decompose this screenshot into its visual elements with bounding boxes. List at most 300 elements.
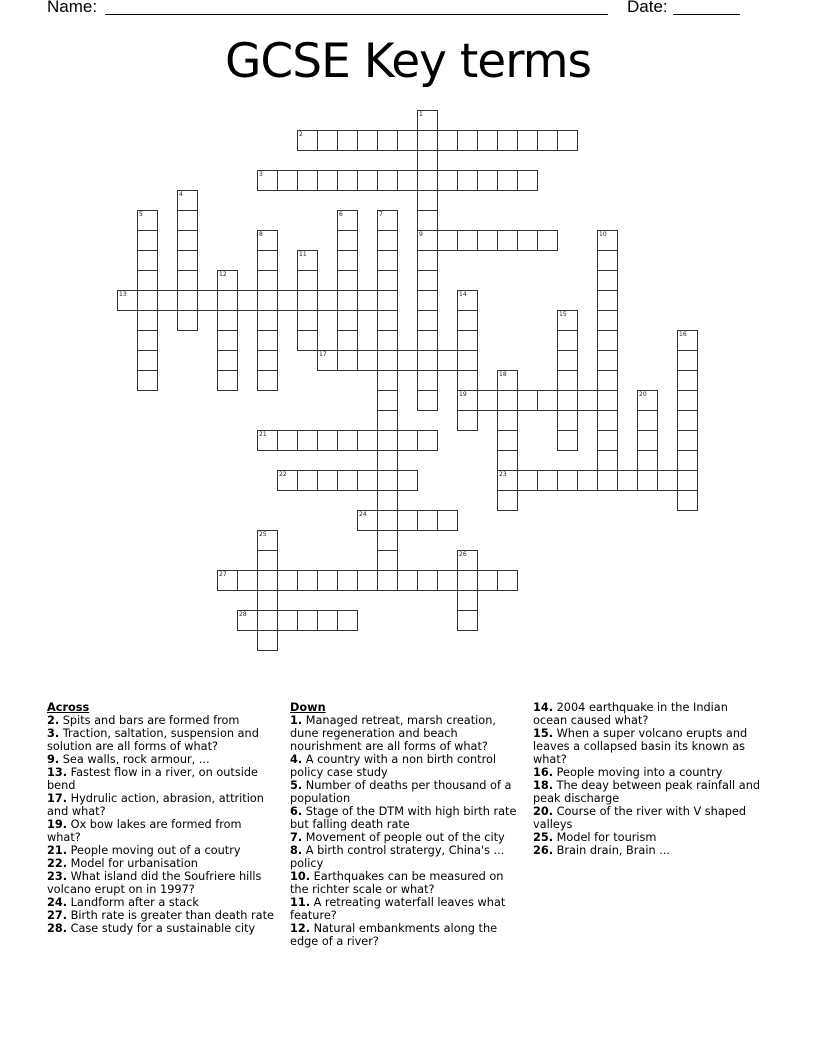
- crossword-cell[interactable]: [357, 510, 378, 531]
- crossword-cell[interactable]: [497, 410, 518, 431]
- crossword-cell[interactable]: [277, 570, 298, 591]
- crossword-cell[interactable]: [417, 130, 438, 151]
- crossword-cell[interactable]: [337, 250, 358, 271]
- clue-number-label: 28: [239, 611, 247, 618]
- crossword-cell[interactable]: [317, 130, 338, 151]
- crossword-cell[interactable]: [477, 390, 498, 411]
- crossword-cell[interactable]: [597, 310, 618, 331]
- crossword-cell[interactable]: [437, 170, 458, 191]
- clue-number-label: 26: [459, 551, 467, 558]
- crossword-cell[interactable]: [637, 430, 658, 451]
- crossword-cell[interactable]: [177, 230, 198, 251]
- clue-number: 11.: [290, 896, 311, 909]
- crossword-cell[interactable]: [597, 330, 618, 351]
- crossword-cell[interactable]: [257, 170, 278, 191]
- clue-text: Number of deaths per thousand of a population: [290, 779, 512, 805]
- clue-number: 8.: [290, 844, 303, 857]
- crossword-cell[interactable]: [317, 430, 338, 451]
- clue-number-label: 25: [259, 531, 267, 538]
- crossword-cell[interactable]: [417, 350, 438, 371]
- crossword-cell[interactable]: [137, 290, 158, 311]
- crossword-cell[interactable]: [457, 230, 478, 251]
- date-field-line[interactable]: [673, 14, 740, 15]
- crossword-cell[interactable]: [377, 450, 398, 471]
- clue-item: [290, 922, 520, 948]
- clue-number-label: 21: [259, 431, 267, 438]
- crossword-cell[interactable]: [257, 590, 278, 611]
- crossword-cell[interactable]: [137, 270, 158, 291]
- crossword-cell[interactable]: [677, 370, 698, 391]
- crossword-cell[interactable]: [257, 350, 278, 371]
- crossword-cell[interactable]: [297, 310, 318, 331]
- clue-number-label: 11: [299, 251, 307, 258]
- crossword-cell[interactable]: [137, 310, 158, 331]
- crossword-cell[interactable]: [397, 570, 418, 591]
- clue-number-label: 9: [419, 231, 423, 238]
- clue-text: People moving out of a coutry: [70, 844, 241, 857]
- clue-text: Brain drain, Brain ...: [556, 844, 671, 857]
- crossword-cell[interactable]: [637, 390, 658, 411]
- crossword-cell[interactable]: [317, 290, 338, 311]
- crossword-cell[interactable]: [117, 290, 138, 311]
- clue-number: 19.: [47, 818, 68, 831]
- crossword-cell[interactable]: [377, 390, 398, 411]
- crossword-cell[interactable]: [277, 290, 298, 311]
- clue-text: Traction, saltation, suspension and solution are all forms of what?: [47, 727, 259, 753]
- clue-number: 10.: [290, 870, 311, 883]
- crossword-cell[interactable]: [677, 470, 698, 491]
- crossword-cell[interactable]: [417, 510, 438, 531]
- crossword-cell[interactable]: [357, 170, 378, 191]
- clue-number-label: 24: [359, 511, 367, 518]
- across-heading: Across: [47, 701, 90, 714]
- crossword-cell[interactable]: [377, 170, 398, 191]
- clue-item: [290, 779, 520, 805]
- crossword-cell[interactable]: [417, 310, 438, 331]
- crossword-cell[interactable]: [557, 370, 578, 391]
- clue-number: 21.: [47, 844, 68, 857]
- crossword-cell[interactable]: [277, 170, 298, 191]
- clue-text: A country with a non birth control policy case study: [290, 753, 497, 779]
- crossword-cell[interactable]: [277, 430, 298, 451]
- crossword-cell[interactable]: [477, 130, 498, 151]
- crossword-cell[interactable]: [597, 370, 618, 391]
- clue-text: Hydrulic action, abrasion, attrition and what?: [47, 792, 264, 818]
- crossword-cell[interactable]: [377, 250, 398, 271]
- crossword-cell[interactable]: [297, 130, 318, 151]
- clue-text: Spits and bars are formed from: [62, 714, 240, 727]
- crossword-cell[interactable]: [257, 430, 278, 451]
- clue-text: Sea walls, rock armour, ...: [62, 753, 210, 766]
- crossword-cell[interactable]: [677, 410, 698, 431]
- crossword-cell[interactable]: [157, 290, 178, 311]
- crossword-cell[interactable]: [337, 170, 358, 191]
- crossword-cell[interactable]: [297, 430, 318, 451]
- crossword-cell[interactable]: [457, 410, 478, 431]
- crossword-cell[interactable]: [497, 130, 518, 151]
- crossword-cell[interactable]: [537, 390, 558, 411]
- crossword-cell[interactable]: [477, 170, 498, 191]
- crossword-cell[interactable]: [377, 510, 398, 531]
- crossword-cell[interactable]: [297, 290, 318, 311]
- crossword-cell[interactable]: [237, 610, 258, 631]
- crossword-cell[interactable]: [517, 230, 538, 251]
- crossword-cell[interactable]: [517, 470, 538, 491]
- crossword-cell[interactable]: [377, 310, 398, 331]
- crossword-cell[interactable]: [497, 470, 518, 491]
- crossword-cell[interactable]: [337, 270, 358, 291]
- crossword-cell[interactable]: [357, 470, 378, 491]
- crossword-cell[interactable]: [217, 370, 238, 391]
- crossword-cell[interactable]: [397, 470, 418, 491]
- crossword-cell[interactable]: [397, 130, 418, 151]
- crossword-cell[interactable]: [297, 470, 318, 491]
- crossword-cell[interactable]: [317, 610, 338, 631]
- crossword-cell[interactable]: [217, 350, 238, 371]
- crossword-cell[interactable]: [457, 610, 478, 631]
- crossword-cell[interactable]: [437, 570, 458, 591]
- crossword-cell[interactable]: [457, 370, 478, 391]
- clue-number: 26.: [533, 844, 554, 857]
- clue-item: [47, 909, 277, 922]
- crossword-cell[interactable]: [417, 210, 438, 231]
- crossword-cell[interactable]: [357, 350, 378, 371]
- clue-number-label: 4: [179, 191, 183, 198]
- crossword-cell[interactable]: [677, 330, 698, 351]
- clue-item: [290, 844, 520, 870]
- crossword-cell[interactable]: [257, 230, 278, 251]
- clue-text: Landform after a stack: [70, 896, 199, 909]
- crossword-cell[interactable]: [297, 610, 318, 631]
- crossword-cell[interactable]: [597, 390, 618, 411]
- crossword-cell[interactable]: [377, 130, 398, 151]
- crossword-cell[interactable]: [537, 470, 558, 491]
- crossword-cell[interactable]: [397, 350, 418, 371]
- clue-number: 6.: [290, 805, 303, 818]
- crossword-cell[interactable]: [257, 310, 278, 331]
- crossword-cell[interactable]: [377, 470, 398, 491]
- clue-item: [47, 844, 277, 857]
- crossword-cell[interactable]: [397, 510, 418, 531]
- crossword-cell[interactable]: [397, 430, 418, 451]
- crossword-cell[interactable]: [177, 250, 198, 271]
- crossword-cell[interactable]: [417, 390, 438, 411]
- crossword-cell[interactable]: [557, 470, 578, 491]
- crossword-cell[interactable]: [337, 430, 358, 451]
- crossword-cell[interactable]: [377, 270, 398, 291]
- crossword-cell[interactable]: [517, 390, 538, 411]
- clue-item: [290, 870, 520, 896]
- crossword-cell[interactable]: [177, 210, 198, 231]
- crossword-cell[interactable]: [457, 350, 478, 371]
- crossword-cell[interactable]: [177, 290, 198, 311]
- crossword-cell[interactable]: [417, 570, 438, 591]
- crossword-cell[interactable]: [377, 330, 398, 351]
- crossword-cell[interactable]: [397, 170, 418, 191]
- crossword-cell[interactable]: [457, 590, 478, 611]
- crossword-cell[interactable]: [377, 290, 398, 311]
- crossword-cell[interactable]: [677, 390, 698, 411]
- crossword-cell[interactable]: [677, 430, 698, 451]
- clue-text: Fastest flow in a river, on outside bend: [47, 766, 258, 792]
- crossword-cell[interactable]: [497, 490, 518, 511]
- crossword-cell[interactable]: [377, 350, 398, 371]
- crossword-cell[interactable]: [557, 410, 578, 431]
- crossword-cell[interactable]: [417, 230, 438, 251]
- crossword-cell[interactable]: [277, 470, 298, 491]
- crossword-cell[interactable]: [597, 410, 618, 431]
- crossword-cell[interactable]: [297, 330, 318, 351]
- crossword-cell[interactable]: [297, 570, 318, 591]
- crossword-cell[interactable]: [197, 290, 218, 311]
- crossword-cell[interactable]: [677, 450, 698, 471]
- crossword-cell[interactable]: [137, 370, 158, 391]
- clue-text: Stage of the DTM with high birth rate but falling death rate: [290, 805, 517, 831]
- clue-text: A retreating waterfall leaves what feature?: [290, 896, 506, 922]
- crossword-cell[interactable]: [257, 610, 278, 631]
- crossword-cell[interactable]: [237, 290, 258, 311]
- crossword-cell[interactable]: [457, 330, 478, 351]
- crossword-cell[interactable]: [437, 230, 458, 251]
- crossword-cell[interactable]: [617, 470, 638, 491]
- clue-text: People moving into a country: [556, 766, 723, 779]
- crossword-cell[interactable]: [597, 270, 618, 291]
- crossword-cell[interactable]: [597, 250, 618, 271]
- crossword-cell[interactable]: [597, 470, 618, 491]
- crossword-cell[interactable]: [437, 130, 458, 151]
- clue-number: 16.: [533, 766, 554, 779]
- crossword-cell[interactable]: [257, 270, 278, 291]
- crossword-cell[interactable]: [337, 470, 358, 491]
- crossword-cell[interactable]: [417, 430, 438, 451]
- clue-text: Earthquakes can be measured on the richter scale or what?: [290, 870, 504, 896]
- crossword-cell[interactable]: [457, 570, 478, 591]
- crossword-cell[interactable]: [537, 130, 558, 151]
- crossword-cell[interactable]: [357, 430, 378, 451]
- crossword-cell[interactable]: [297, 250, 318, 271]
- crossword-cell[interactable]: [577, 470, 598, 491]
- clue-item: [533, 831, 763, 844]
- crossword-cell[interactable]: [377, 570, 398, 591]
- crossword-cell[interactable]: [417, 190, 438, 211]
- crossword-cell[interactable]: [557, 390, 578, 411]
- clue-number: 24.: [47, 896, 68, 909]
- clue-number-label: 18: [499, 371, 507, 378]
- crossword-cell[interactable]: [657, 470, 678, 491]
- crossword-cell[interactable]: [457, 130, 478, 151]
- crossword-cell[interactable]: [217, 570, 238, 591]
- crossword-cell[interactable]: [497, 450, 518, 471]
- crossword-cell[interactable]: [417, 250, 438, 271]
- crossword-cell[interactable]: [517, 130, 538, 151]
- clue-item: [47, 896, 277, 909]
- down-clues: [290, 701, 520, 948]
- crossword-cell[interactable]: [637, 410, 658, 431]
- clue-item: [533, 805, 763, 831]
- crossword-cell[interactable]: [217, 310, 238, 331]
- crossword-cell[interactable]: [217, 290, 238, 311]
- name-label: Name:: [47, 0, 98, 16]
- clue-number-label: 8: [259, 231, 263, 238]
- clue-number-label: 17: [319, 351, 327, 358]
- clue-item: [290, 896, 520, 922]
- crossword-cell[interactable]: [457, 170, 478, 191]
- crossword-cell[interactable]: [497, 430, 518, 451]
- crossword-cell[interactable]: [337, 570, 358, 591]
- crossword-cell[interactable]: [597, 230, 618, 251]
- crossword-cell[interactable]: [457, 390, 478, 411]
- clue-item: [47, 818, 277, 844]
- crossword-cell[interactable]: [257, 570, 278, 591]
- date-label: Date:: [627, 0, 668, 16]
- crossword-cell[interactable]: [257, 530, 278, 551]
- crossword-cell[interactable]: [297, 170, 318, 191]
- crossword-cell[interactable]: [337, 230, 358, 251]
- crossword-cell[interactable]: [177, 310, 198, 331]
- crossword-cell[interactable]: [597, 430, 618, 451]
- crossword-cell[interactable]: [317, 350, 338, 371]
- crossword-cell[interactable]: [317, 170, 338, 191]
- crossword-cell[interactable]: [337, 130, 358, 151]
- crossword-cell[interactable]: [337, 330, 358, 351]
- crossword-cell[interactable]: [257, 250, 278, 271]
- clue-number: 12.: [290, 922, 311, 935]
- crossword-cell[interactable]: [437, 510, 458, 531]
- crossword-cell[interactable]: [457, 290, 478, 311]
- crossword-cell[interactable]: [137, 250, 158, 271]
- clue-text: The deay between peak rainfall and peak discharge: [533, 779, 761, 805]
- clue-item: [533, 766, 763, 779]
- crossword-cell[interactable]: [377, 490, 398, 511]
- crossword-cell[interactable]: [637, 450, 658, 471]
- crossword-cell[interactable]: [137, 330, 158, 351]
- crossword-cell[interactable]: [377, 210, 398, 231]
- crossword-cell[interactable]: [177, 270, 198, 291]
- clue-text: Model for urbanisation: [70, 857, 198, 870]
- crossword-cell[interactable]: [577, 390, 598, 411]
- crossword-cell[interactable]: [497, 170, 518, 191]
- crossword-cell[interactable]: [337, 210, 358, 231]
- crossword-cell[interactable]: [677, 490, 698, 511]
- crossword-cell[interactable]: [457, 310, 478, 331]
- crossword-cell[interactable]: [457, 550, 478, 571]
- clue-item: [290, 714, 520, 753]
- crossword-cell[interactable]: [357, 570, 378, 591]
- crossword-cell[interactable]: [417, 370, 438, 391]
- crossword-cell[interactable]: [417, 170, 438, 191]
- across-clues: [47, 701, 277, 935]
- crossword-cell[interactable]: [257, 330, 278, 351]
- crossword-cell[interactable]: [337, 310, 358, 331]
- crossword-cell[interactable]: [137, 350, 158, 371]
- clue-number-label: 27: [219, 571, 227, 578]
- crossword-cell[interactable]: [417, 270, 438, 291]
- crossword-cell[interactable]: [277, 610, 298, 631]
- crossword-cell[interactable]: [377, 370, 398, 391]
- crossword-cell[interactable]: [497, 230, 518, 251]
- crossword-cell[interactable]: [257, 290, 278, 311]
- crossword-cell[interactable]: [357, 130, 378, 151]
- name-field-line[interactable]: [105, 14, 608, 15]
- crossword-cell[interactable]: [477, 570, 498, 591]
- crossword-cell[interactable]: [257, 370, 278, 391]
- clue-number: 1.: [290, 714, 303, 727]
- clue-number: 13.: [47, 766, 68, 779]
- clue-number-label: 3: [259, 171, 263, 178]
- crossword-cell[interactable]: [497, 390, 518, 411]
- crossword-cell[interactable]: [497, 370, 518, 391]
- crossword-cell[interactable]: [557, 330, 578, 351]
- clue-number-label: 15: [559, 311, 567, 318]
- crossword-cell[interactable]: [557, 350, 578, 371]
- crossword-cell[interactable]: [317, 470, 338, 491]
- crossword-cell[interactable]: [217, 330, 238, 351]
- crossword-cell[interactable]: [297, 270, 318, 291]
- crossword-cell[interactable]: [137, 210, 158, 231]
- clue-number: 3.: [47, 727, 60, 740]
- crossword-cell[interactable]: [377, 410, 398, 431]
- crossword-cell[interactable]: [437, 350, 458, 371]
- crossword-cell[interactable]: [417, 150, 438, 171]
- clue-text: Course of the river with V shaped valleys: [533, 805, 747, 831]
- crossword-cell[interactable]: [597, 350, 618, 371]
- crossword-cell[interactable]: [377, 230, 398, 251]
- crossword-cell[interactable]: [417, 110, 438, 131]
- clue-item: [533, 844, 763, 857]
- crossword-cell[interactable]: [677, 350, 698, 371]
- crossword-cell[interactable]: [557, 430, 578, 451]
- crossword-cell[interactable]: [177, 190, 198, 211]
- clue-number: 23.: [47, 870, 68, 883]
- crossword-cell[interactable]: [597, 450, 618, 471]
- clue-number-label: 16: [679, 331, 687, 338]
- crossword-cell[interactable]: [257, 630, 278, 651]
- clue-number-label: 12: [219, 271, 227, 278]
- crossword-cell[interactable]: [357, 290, 378, 311]
- crossword-cell[interactable]: [557, 310, 578, 331]
- crossword-cell[interactable]: [517, 170, 538, 191]
- crossword-cell[interactable]: [237, 570, 258, 591]
- clue-text: What island did the Soufriere hills volcano erupt on in 1997?: [47, 870, 262, 896]
- crossword-cell[interactable]: [417, 290, 438, 311]
- crossword-cell[interactable]: [497, 570, 518, 591]
- clue-item: [290, 753, 520, 779]
- crossword-cell[interactable]: [537, 230, 558, 251]
- crossword-cell[interactable]: [257, 550, 278, 571]
- crossword-cell[interactable]: [337, 290, 358, 311]
- clue-text: Movement of people out of the city: [305, 831, 505, 844]
- clue-number: 25.: [533, 831, 554, 844]
- clue-item: [290, 805, 520, 831]
- clue-item: [533, 701, 763, 727]
- clue-item: [47, 727, 277, 753]
- crossword-cell[interactable]: [557, 130, 578, 151]
- crossword-cell[interactable]: [477, 230, 498, 251]
- crossword-cell[interactable]: [377, 530, 398, 551]
- clue-number: 18.: [533, 779, 554, 792]
- crossword-cell[interactable]: [377, 550, 398, 571]
- crossword-cell[interactable]: [377, 430, 398, 451]
- crossword-cell[interactable]: [317, 570, 338, 591]
- crossword-cell[interactable]: [137, 230, 158, 251]
- crossword-cell[interactable]: [637, 470, 658, 491]
- clue-item: [533, 779, 763, 805]
- crossword-cell[interactable]: [337, 610, 358, 631]
- crossword-cell[interactable]: [417, 330, 438, 351]
- crossword-cell[interactable]: [597, 290, 618, 311]
- crossword-cell[interactable]: [217, 270, 238, 291]
- crossword-cell[interactable]: [337, 350, 358, 371]
